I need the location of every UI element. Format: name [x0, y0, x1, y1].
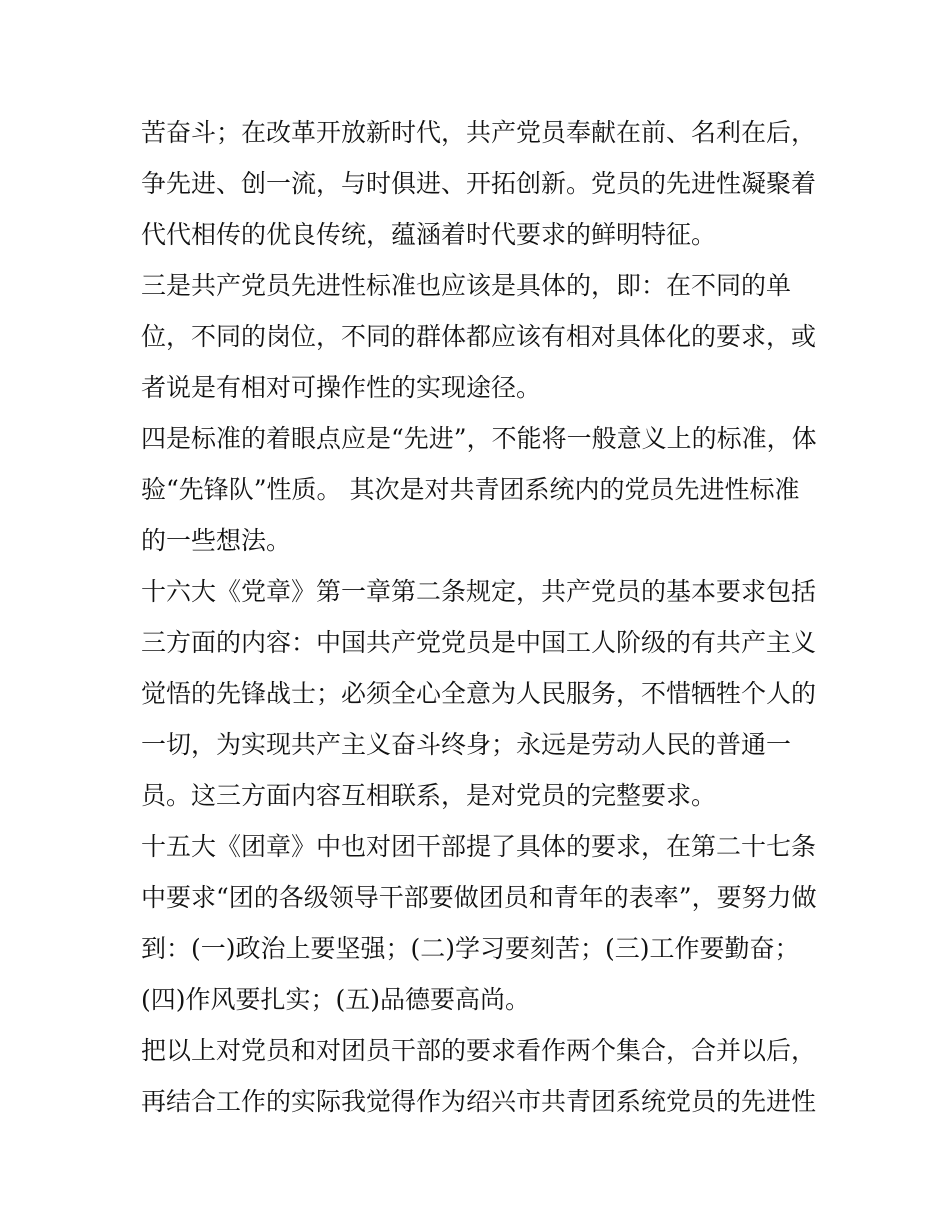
- text-line-6: 者说是有相对可操作性的实现途径。: [141, 373, 542, 402]
- text-line-13: 一切，为实现共产主义奋斗终身；永远是劳动人民的普通一: [141, 730, 792, 759]
- text-line-4: 三是共产党员先进性标准也应该是具体的，即：在不同的单: [141, 271, 792, 300]
- text-line-3: 代代相传的优良传统，蕴涵着时代要求的鲜明特征。: [141, 220, 717, 249]
- text-line-14: 员。这三方面内容互相联系，是对党员的完整要求。: [141, 781, 717, 810]
- text-line-18: (四)作风要扎实；(五)品德要高尚。: [141, 985, 531, 1014]
- text-line-19: 把以上对党员和对团员干部的要求看作两个集合，合并以后，: [141, 1036, 817, 1065]
- text-line-9: 的一些想法。: [141, 526, 292, 555]
- document-body: [141, 107, 821, 1127]
- text-line-2: 争先进、创一流，与时俱进、开拓创新。党员的先进性凝聚着: [141, 169, 817, 198]
- text-line-8: 验“先锋队”性质。 其次是对共青团系统内的党员先进性标准: [141, 475, 800, 504]
- text-line-17: 到：(一)政治上要坚强；(二)学习要刻苦；(三)工作要勤奋；: [141, 934, 800, 963]
- text-line-16: 中要求“团的各级领导干部要做团员和青年的表率”，要努力做: [141, 883, 817, 912]
- text-line-15: 十五大《团章》中也对团干部提了具体的要求，在第二十七条: [141, 832, 817, 861]
- text-line-7: 四是标准的着眼点应是“先进”，不能将一般意义上的标准，体: [141, 424, 817, 453]
- text-line-10: 十六大《党章》第一章第二条规定，共产党员的基本要求包括: [141, 577, 817, 606]
- text-line-12: 觉悟的先锋战士；必须全心全意为人民服务，不惜牺牲个人的: [141, 679, 817, 708]
- text-line-5: 位，不同的岗位，不同的群体都应该有相对具体化的要求，或: [141, 322, 817, 351]
- text-line-1: 苦奋斗；在改革开放新时代，共产党员奉献在前、名利在后，: [141, 118, 817, 147]
- text-line-11: 三方面的内容：中国共产党党员是中国工人阶级的有共产主义: [141, 628, 817, 657]
- text-line-20: 再结合工作的实际我觉得作为绍兴市共青团系统党员的先进性: [141, 1087, 817, 1116]
